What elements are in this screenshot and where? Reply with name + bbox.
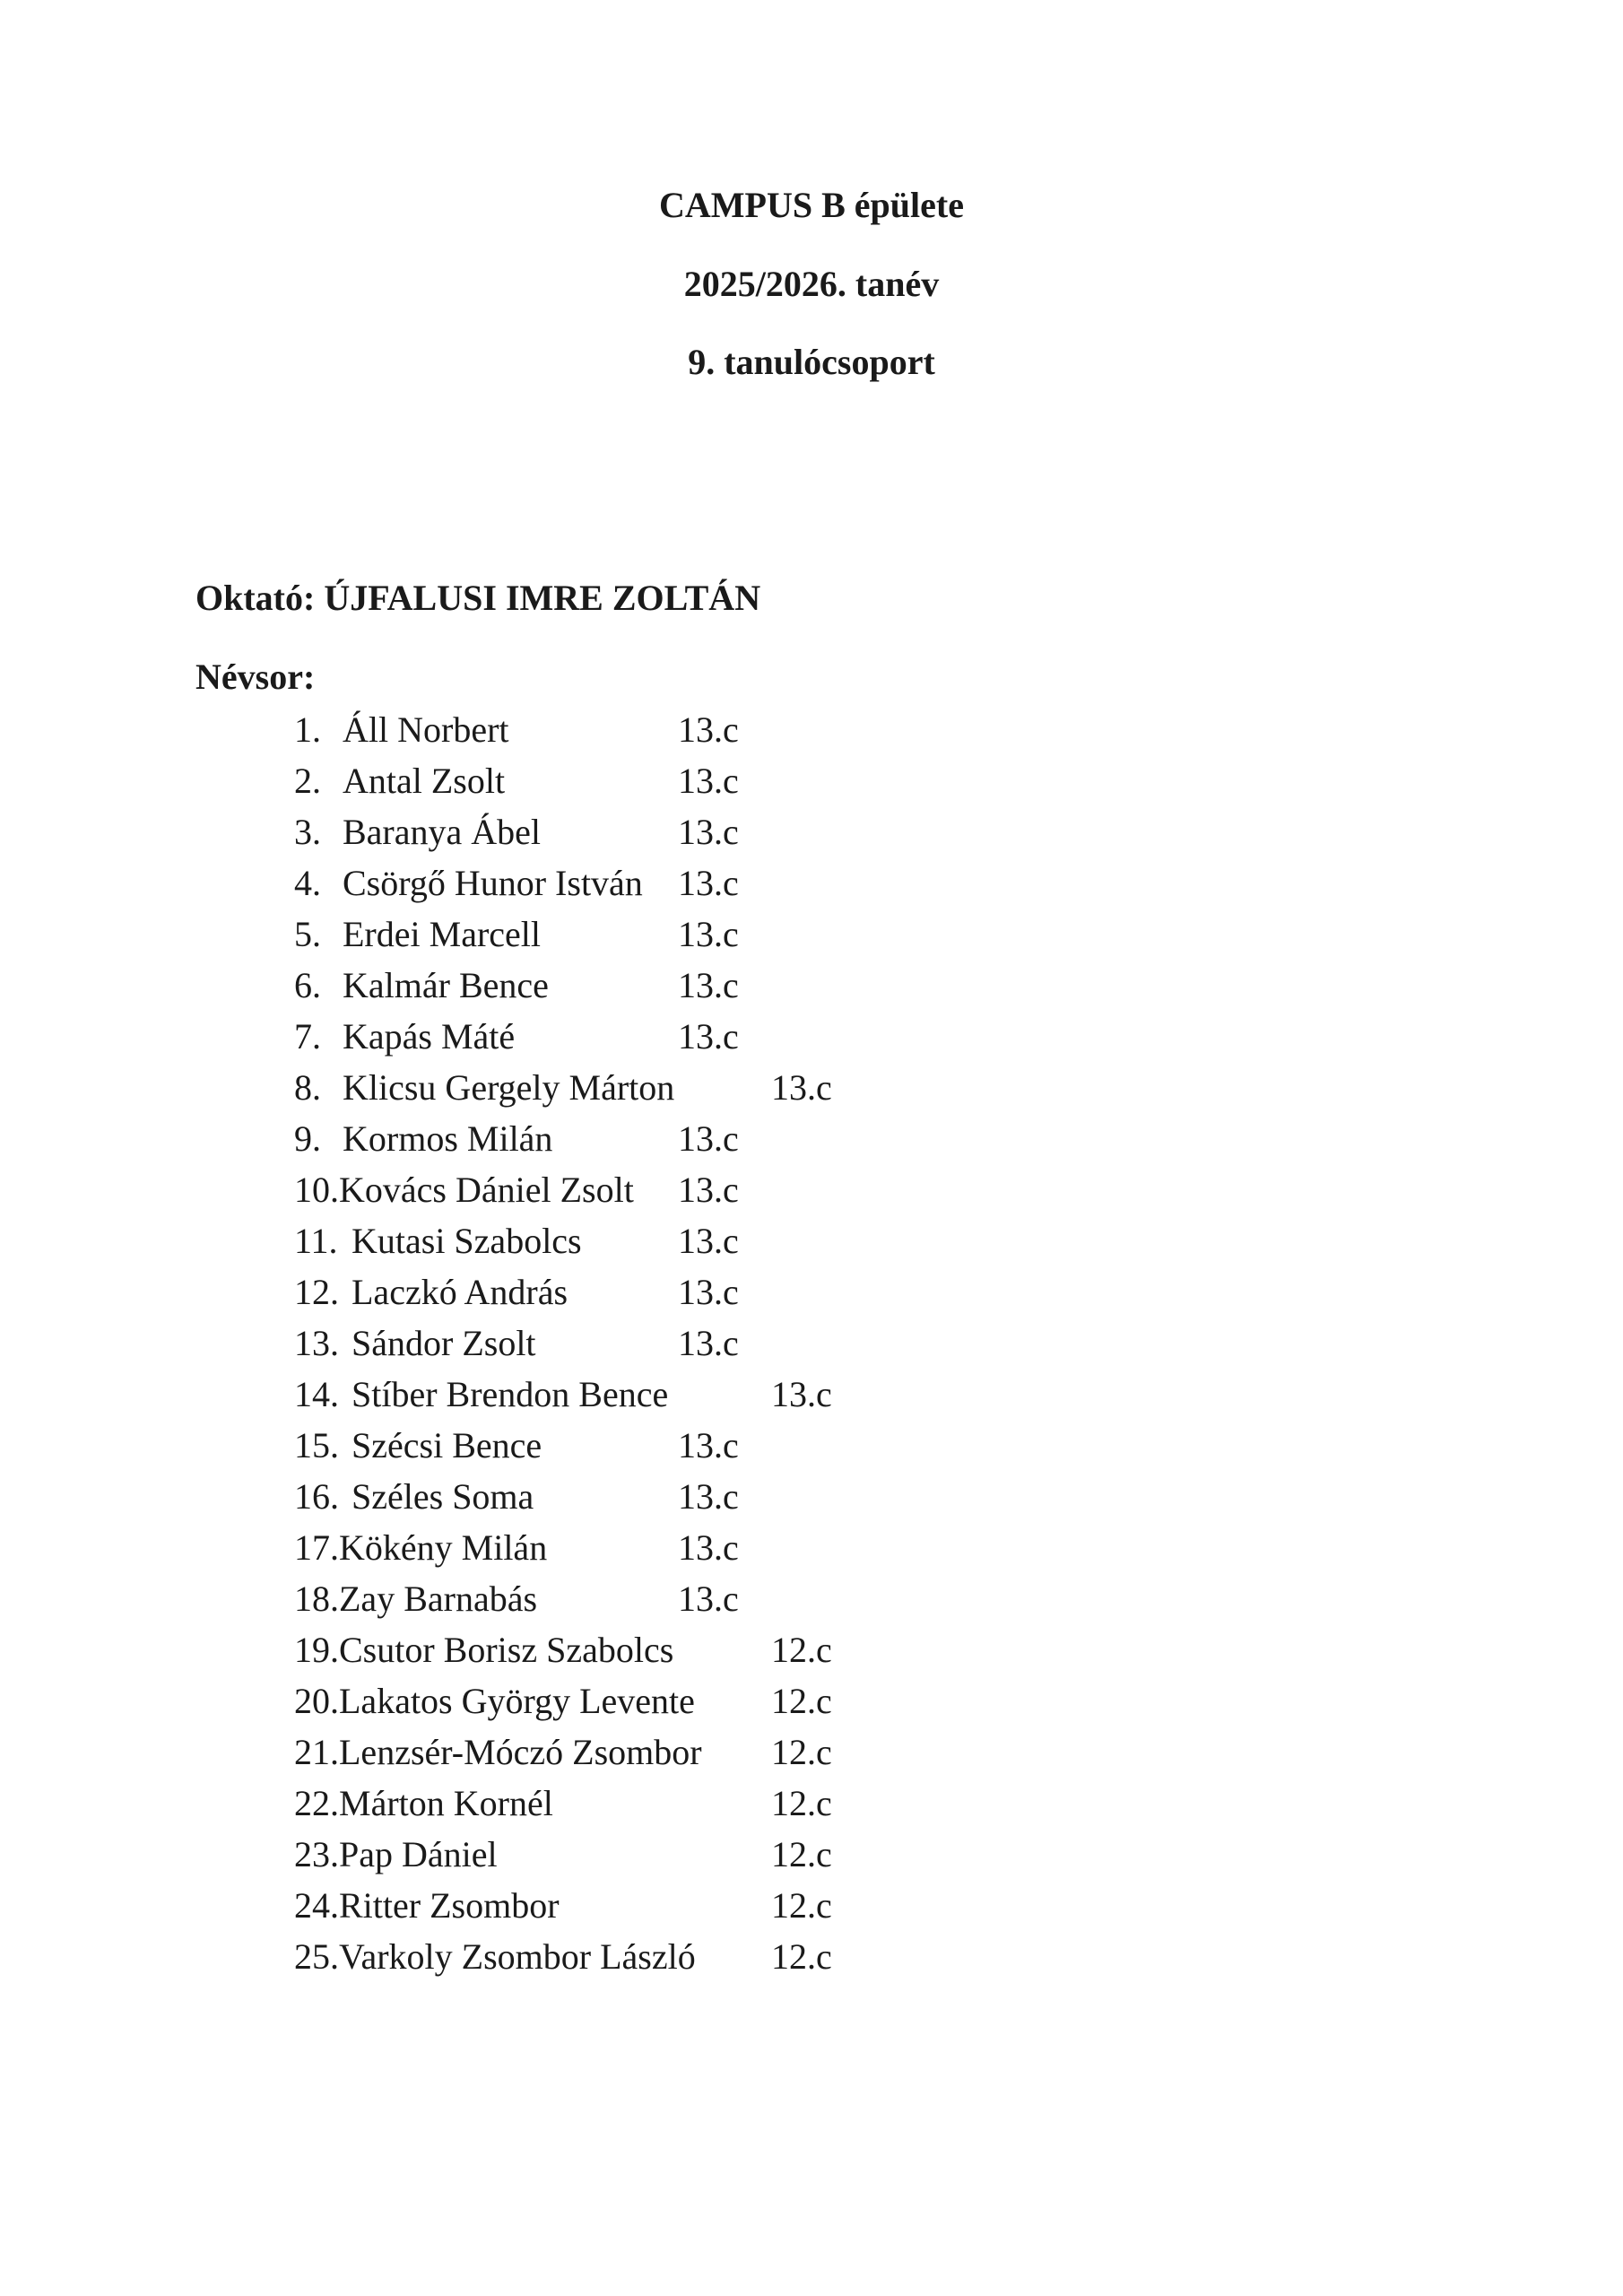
student-number: 24. bbox=[294, 1885, 339, 1926]
student-class: 12.c bbox=[771, 1834, 832, 1874]
student-class: 13.c bbox=[678, 1476, 739, 1517]
student-number: 10. bbox=[294, 1170, 339, 1210]
student-class: 12.c bbox=[771, 1783, 832, 1823]
student-name: Kapás Máté bbox=[343, 1016, 516, 1057]
student-number: 14. bbox=[294, 1374, 339, 1414]
student-name: Ritter Zsombor bbox=[339, 1885, 560, 1926]
student-name: Zay Barnabás bbox=[339, 1578, 538, 1619]
student-class: 13.c bbox=[678, 1016, 739, 1057]
student-name: Erdei Marcell bbox=[343, 914, 541, 954]
student-class: 12.c bbox=[771, 1885, 832, 1926]
student-class: 13.c bbox=[678, 863, 739, 903]
student-number: 15. bbox=[294, 1425, 339, 1465]
student-number: 18. bbox=[294, 1578, 339, 1619]
student-number: 17. bbox=[294, 1527, 339, 1568]
student-number: 12. bbox=[294, 1272, 339, 1312]
student-name: Klicsu Gergely Márton bbox=[343, 1067, 675, 1108]
student-number: 23. bbox=[294, 1834, 339, 1874]
roster-heading: Névsor: bbox=[195, 657, 316, 697]
student-name: Lenzsér-Móczó Zsombor bbox=[339, 1732, 702, 1772]
school-year: 2025/2026. tanév bbox=[683, 264, 940, 304]
student-name: Áll Norbert bbox=[343, 709, 509, 750]
student-number: 11. bbox=[294, 1221, 338, 1261]
student-name: Antal Zsolt bbox=[343, 761, 506, 801]
student-name: Márton Kornél bbox=[339, 1783, 553, 1823]
student-name: Lakatos György Levente bbox=[339, 1681, 695, 1721]
student-name: Sándor Zsolt bbox=[352, 1323, 536, 1363]
student-class: 13.c bbox=[678, 914, 739, 954]
student-class: 12.c bbox=[771, 1681, 832, 1721]
student-class: 13.c bbox=[678, 709, 739, 750]
student-number: 2. bbox=[294, 761, 321, 801]
student-class: 13.c bbox=[678, 1118, 739, 1159]
student-number: 16. bbox=[294, 1476, 339, 1517]
student-number: 21. bbox=[294, 1732, 339, 1772]
student-class: 13.c bbox=[678, 1323, 739, 1363]
student-name: Csutor Borisz Szabolcs bbox=[339, 1630, 674, 1670]
student-name: Baranya Ábel bbox=[343, 812, 542, 852]
student-class: 13.c bbox=[678, 965, 739, 1005]
student-number: 5. bbox=[294, 914, 321, 954]
student-name: Stíber Brendon Bence bbox=[352, 1374, 669, 1414]
student-class: 12.c bbox=[771, 1936, 832, 1977]
group-title: 9. tanulócsoport bbox=[688, 342, 935, 382]
student-number: 8. bbox=[294, 1067, 321, 1108]
student-name: Kovács Dániel Zsolt bbox=[339, 1170, 634, 1210]
student-name: Kalmár Bence bbox=[343, 965, 549, 1005]
student-class: 13.c bbox=[678, 1527, 739, 1568]
student-name: Kormos Milán bbox=[343, 1118, 553, 1159]
student-number: 9. bbox=[294, 1118, 321, 1159]
student-class: 13.c bbox=[678, 1425, 739, 1465]
student-name: Pap Dániel bbox=[339, 1834, 498, 1874]
student-number: 22. bbox=[294, 1783, 339, 1823]
student-name: Széles Soma bbox=[352, 1476, 534, 1517]
student-name: Varkoly Zsombor László bbox=[339, 1936, 696, 1977]
instructor-line: Oktató: ÚJFALUSI IMRE ZOLTÁN bbox=[195, 578, 761, 618]
student-class: 13.c bbox=[678, 1578, 739, 1619]
student-class: 13.c bbox=[771, 1067, 832, 1108]
student-number: 1. bbox=[294, 709, 321, 750]
student-number: 20. bbox=[294, 1681, 339, 1721]
student-class: 13.c bbox=[678, 1170, 739, 1210]
building-title: CAMPUS B épülete bbox=[659, 185, 964, 225]
student-class: 12.c bbox=[771, 1630, 832, 1670]
student-class: 13.c bbox=[678, 1272, 739, 1312]
student-name: Csörgő Hunor István bbox=[343, 863, 643, 903]
student-name: Kutasi Szabolcs bbox=[352, 1221, 582, 1261]
student-name: Laczkó András bbox=[352, 1272, 568, 1312]
student-number: 19. bbox=[294, 1630, 339, 1670]
student-number: 7. bbox=[294, 1016, 321, 1057]
student-name: Szécsi Bence bbox=[352, 1425, 542, 1465]
student-name: Kökény Milán bbox=[339, 1527, 548, 1568]
student-number: 13. bbox=[294, 1323, 339, 1363]
student-number: 4. bbox=[294, 863, 321, 903]
student-number: 3. bbox=[294, 812, 321, 852]
student-number: 6. bbox=[294, 965, 321, 1005]
student-class: 13.c bbox=[678, 812, 739, 852]
student-class: 13.c bbox=[771, 1374, 832, 1414]
student-class: 13.c bbox=[678, 1221, 739, 1261]
student-class: 13.c bbox=[678, 761, 739, 801]
student-class: 12.c bbox=[771, 1732, 832, 1772]
student-number: 25. bbox=[294, 1936, 339, 1977]
